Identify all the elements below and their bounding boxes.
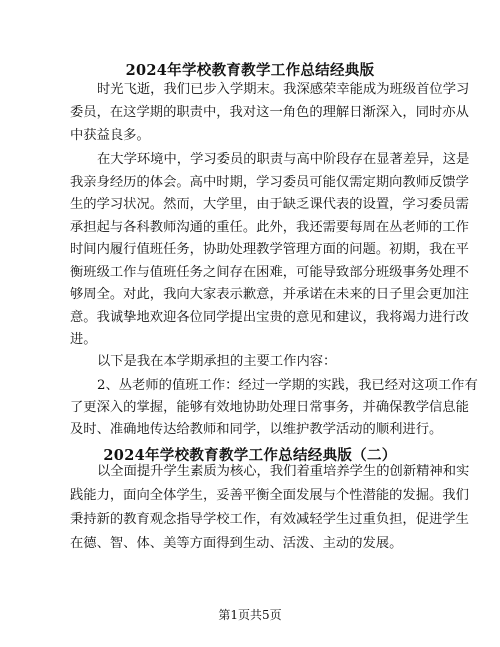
paragraph-2-line: 够周全。对此，我向大家表示歉意，并承诺在未来的日子里会更加注	[70, 287, 469, 302]
paragraph-1-line: 委员，在这学期的职责中，我对这一角色的理解日渐深入，同时亦从	[70, 105, 469, 120]
page-footer: 第1页共5页	[218, 608, 282, 622]
paragraph-3-line: 以下是我在本学期承担的主要工作内容：	[97, 354, 337, 369]
paragraph-2-line: 我亲身经历的体会。高中时期，学习委员可能仅需定期向教师反馈学	[70, 174, 469, 190]
paragraph-2-line: 生的学习状况。然而，大学里，由于缺乏课代表的设置，学习委员需	[70, 197, 469, 212]
paragraph-1-line: 时光飞逝，我们已步入学期末。我深感荣幸能成为班级首位学习	[97, 82, 470, 97]
document-title: 2024年学校教育教学工作总结经典版	[125, 62, 375, 79]
paragraph-2-line: 衡班级工作与值班任务之间存在困难，可能导致部分班级事务处理不	[70, 264, 469, 280]
paragraph-4-line: 2、丛老师的值班工作：经过一学期的实践，我已经对这项工作有	[97, 378, 478, 393]
paragraph-5-line: 践能力，面向全体学生，妥善平衡全面发展与个性潜能的发掘。我们	[70, 488, 469, 503]
paragraph-2-line: 在大学环境中，学习委员的职责与高中阶段存在显著差异，这是	[97, 152, 470, 167]
paragraph-4-line: 及时、准确地传达给教师和同学，以维护教学活动的顺利进行。	[70, 422, 443, 437]
paragraph-2-line: 时间内履行值班任务，协助处理教学管理方面的问题。初期，我在平	[70, 242, 469, 257]
paragraph-5-line: 以全面提升学生素质为核心，我们着重培养学生的创新精神和实	[97, 464, 470, 479]
paragraph-1-line: 中获益良多。	[70, 128, 150, 143]
paragraph-2-line: 承担起与各科教师沟通的重任。此外，我还需要每周在丛老师的工作	[70, 219, 469, 235]
section-title-2: 2024年学校教育教学工作总结经典版（二）	[103, 447, 397, 464]
paragraph-2-line: 进。	[70, 332, 97, 347]
paragraph-5-line: 在德、智、体、美等方面得到生动、活泼、主动的发展。	[70, 536, 403, 551]
paragraph-5-line: 秉持新的教育观念指导学校工作，有效减轻学生过重负担，促进学生	[70, 512, 469, 527]
paragraph-2-line: 意。我诚挚地欢迎各位同学提出宝贵的意见和建议，我将竭力进行改	[70, 309, 469, 325]
paragraph-4-line: 了更深入的掌握，能够有效地协助处理日常事务，并确保教学信息能	[70, 400, 469, 415]
